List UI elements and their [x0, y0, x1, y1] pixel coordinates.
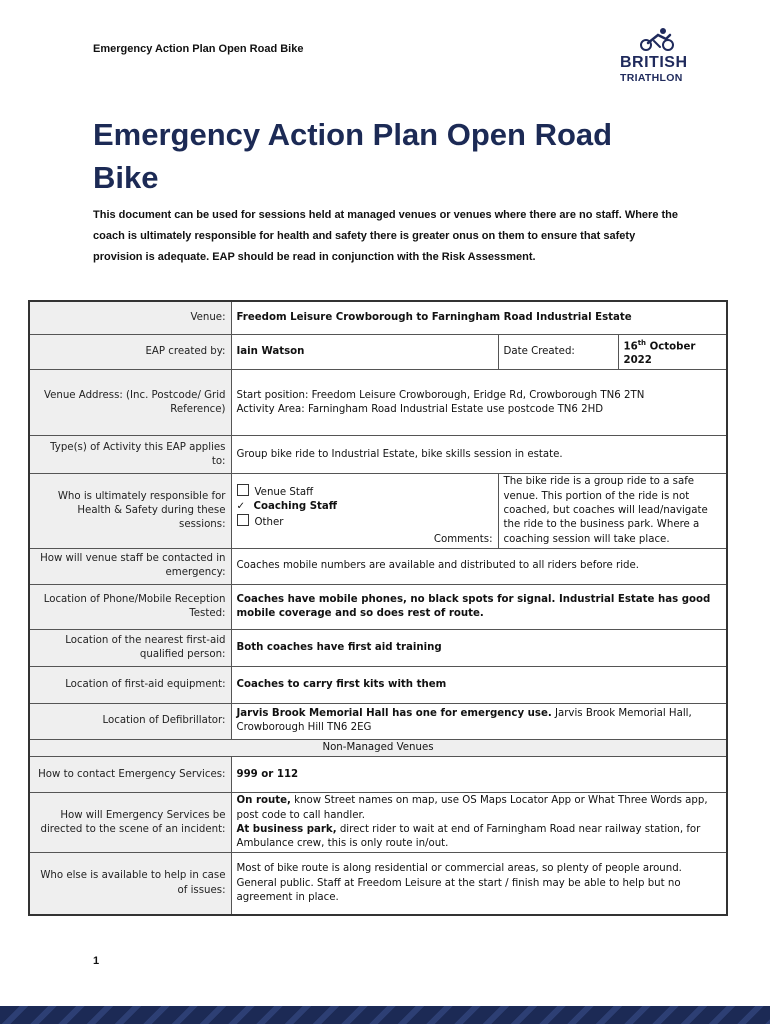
firstaid-equipment-value: Coaches to carry first kits with them: [231, 666, 727, 703]
running-header: Emergency Action Plan Open Road Bike: [93, 43, 304, 55]
date-day: 16: [623, 340, 638, 352]
responsible-label: Who is ultimately responsible for Health & Safety during these sessions:: [29, 474, 231, 548]
defibrillator-label: Location of Defibrillator:: [29, 703, 231, 739]
directed-line: At business park, direct rider to wait at end of Farningham Road near railway station, for Ambulance crew, this is only route in/out.: [236, 823, 701, 850]
date-rest: October 2022: [623, 340, 696, 367]
defibrillator-value: [231, 703, 727, 739]
table-row: [29, 334, 727, 370]
table-row: [29, 629, 727, 666]
help-line: General public. Staff at Freedom Leisure at the start / finish may be able to help but no agreement in place.: [236, 877, 681, 903]
created-by-label: EAP created by:: [29, 334, 231, 370]
table-row: [29, 584, 727, 629]
table-row: [29, 793, 727, 853]
directed-label: How will Emergency Services be directed to the scene of an incident:: [29, 793, 231, 853]
address-value: [231, 370, 727, 436]
phone-label: Location of Phone/Mobile Reception Tested:: [29, 584, 231, 629]
table-row: [29, 436, 727, 474]
section-heading: Non-Managed Venues: [29, 739, 727, 756]
defibrillator-rest: Jarvis Brook Memorial Hall, Crowborough Hill TN6 2EG: [236, 708, 692, 734]
date-label: Date Created:: [498, 334, 618, 370]
checkbox-other[interactable]: [237, 514, 249, 526]
document-title: Emergency Action Plan Open Road Bike: [93, 117, 613, 195]
table-row: [29, 853, 727, 915]
option-other[interactable]: Other: [237, 514, 493, 530]
address-line: Start position: Freedom Leisure Crowborough, Eridge Rd, Crowborough TN6 2TN: [236, 389, 645, 401]
address-line: Activity Area: Farningham Road Industrial Estate use postcode TN6 2HD: [236, 403, 604, 415]
address-label: Venue Address: (Inc. Postcode/ Grid Reference): [29, 370, 231, 436]
table-row: [29, 370, 727, 436]
created-by-value: Iain Watson: [231, 334, 498, 370]
emergency-services-value: 999 or 112: [231, 757, 727, 793]
firstaid-person-value: Both coaches have first aid training: [231, 629, 727, 666]
page-number: 1: [93, 955, 100, 967]
contact-value: Coaches mobile numbers are available and distributed to all riders before ride.: [231, 548, 727, 584]
directed-line: On route, know Street names on map, use OS Maps Locator App or What Three Words app, post code to call handler.: [236, 795, 708, 821]
checkbox-venue-staff[interactable]: [237, 484, 249, 496]
table-row: [29, 739, 727, 756]
intro-paragraph: This document can be used for sessions held at managed venues or venues where there are no staff. Where the coach is ultimately responsible for health and safety there is greater onus on them to ensure that safety provision is adequate. EAP should be read in conjunction with the Risk Assessment.: [93, 209, 678, 264]
logo-line-british: BRITISH: [620, 54, 688, 71]
comments-value: The bike ride is a group ride to a safe venue. This portion of the ride is not coached, but coaches will lead/navigate the ride to the business park. Where a coaching session will take place.: [498, 474, 727, 548]
option-coaching-staff[interactable]: ✓ Coaching Staff: [237, 500, 493, 514]
logo-line-triathlon: TRIATHLON: [620, 72, 683, 84]
comments-label: Comments:: [433, 533, 493, 545]
table-row: [29, 666, 727, 703]
phone-value: Coaches have mobile phones, no black spots for signal. Industrial Estate has good mobile coverage and so does rest of route.: [231, 584, 727, 629]
emergency-services-label: How to contact Emergency Services:: [29, 757, 231, 793]
checkmark-icon: ✓: [236, 501, 246, 513]
help-label: Who else is available to help in case of issues:: [29, 853, 231, 915]
table-row: [29, 474, 727, 548]
option-venue-staff[interactable]: Venue Staff: [237, 484, 493, 500]
table-row: [29, 703, 727, 739]
activity-value: Group bike ride to Industrial Estate, bike skills session in estate.: [231, 436, 727, 474]
date-suffix: th: [637, 338, 647, 347]
table-row: [29, 301, 727, 334]
help-value: [231, 853, 727, 915]
footer-stripe: [0, 1006, 770, 1024]
activity-label: Type(s) of Activity this EAP applies to:: [29, 436, 231, 474]
venue-value: Freedom Leisure Crowborough to Farningham Road Industrial Estate: [231, 301, 727, 334]
table-row: [29, 548, 727, 584]
firstaid-equipment-label: Location of first-aid equipment:: [29, 666, 231, 703]
eap-table: [28, 300, 728, 916]
venue-label: Venue:: [29, 301, 231, 334]
date-value: [618, 334, 727, 370]
table-row: [29, 757, 727, 793]
contact-label: How will venue staff be contacted in emergency:: [29, 548, 231, 584]
directed-value: [231, 793, 727, 853]
defibrillator-bold: Jarvis Brook Memorial Hall has one for emergency use.: [236, 708, 552, 720]
help-line: Most of bike route is along residential or commercial areas, so plenty of people around.: [236, 863, 682, 875]
responsible-options: [231, 474, 498, 548]
firstaid-person-label: Location of the nearest first-aid qualified person:: [29, 629, 231, 666]
